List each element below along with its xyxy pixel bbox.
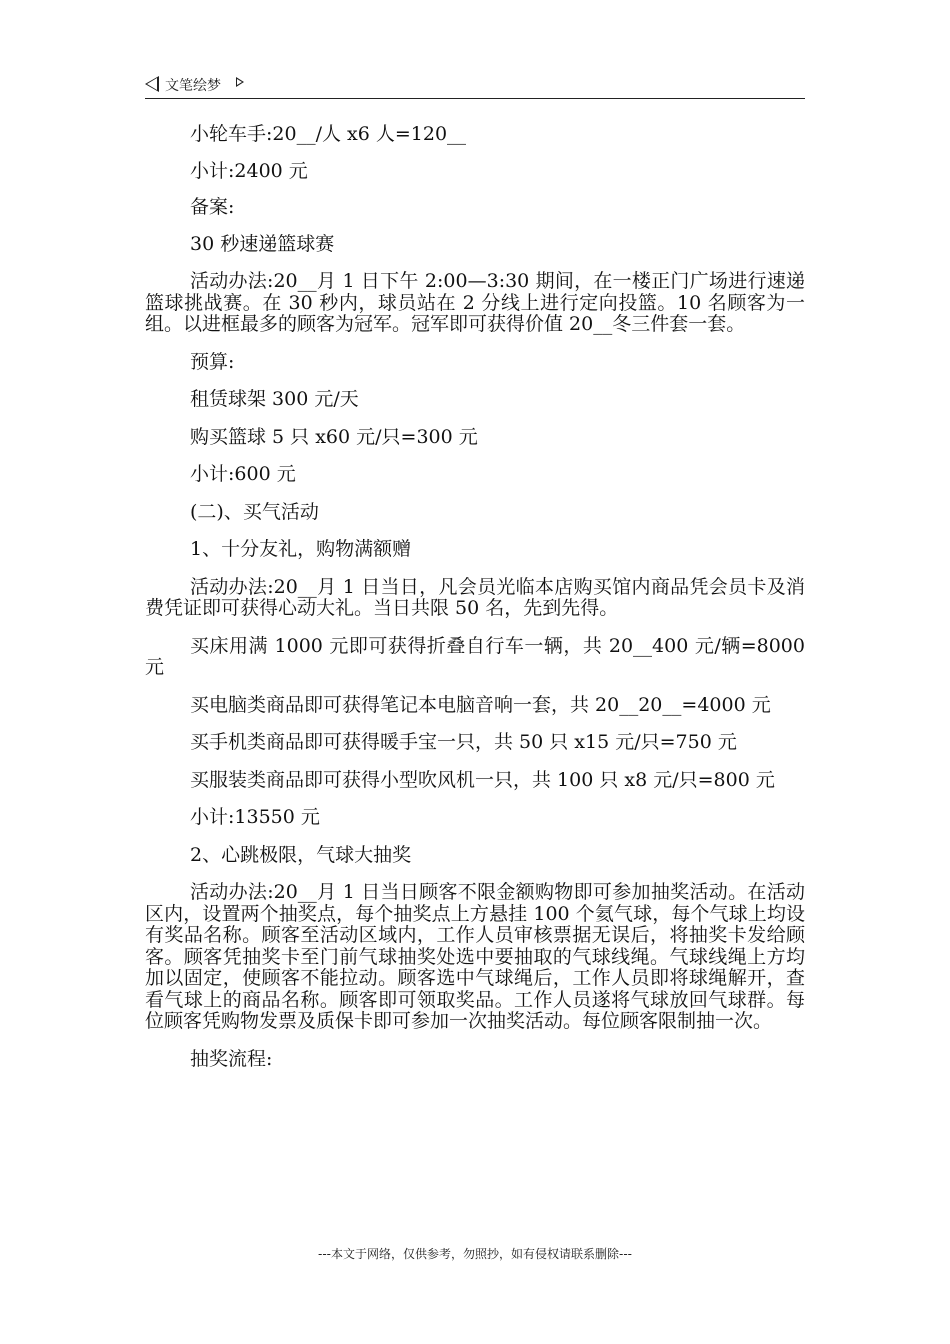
page-footer: ---本文于网络，仅供参考，勿照抄，如有侵权请联系删除--- (318, 1247, 632, 1261)
left-triangle-icon (145, 76, 159, 92)
page-header (145, 72, 805, 99)
section-title: 30 秒速递篮球赛 (190, 232, 335, 255)
right-triangle-icon (236, 77, 244, 87)
paragraph: 租赁球架 300 元/天 (190, 388, 359, 410)
paragraph: 小轮车手:20__/人 x6 人=120__ (190, 123, 467, 145)
paragraph: 小计:13550 元 (190, 806, 320, 828)
paragraph: 买服装类商品即可获得小型吹风机一只，共 100 只 x8 元/只=800 元 (190, 768, 775, 791)
paragraph: 活动办法:20__月 1 日当日，凡会员光临本店购买馆内商品凭会员卡及消费凭证即可获得心动大礼。当日共限 50 名，先到先得。 (145, 575, 805, 619)
section-title: 2、心跳极限，气球大抽奖 (190, 843, 412, 866)
paragraph: 预算: (190, 350, 235, 373)
paragraph: 买电脑类商品即可获得笔记本电脑音响一套，共 20__20__=4000 元 (190, 693, 771, 716)
paragraph: 活动办法:20__月 1 日下午 2:00—3:30 期间，在一楼正门广场进行速递篮球挑战赛。在 30 秒内，球员站在 2 分线上进行定向投篮。10 名顾客为一组。以进框最多的顾客为冠军。冠军即可获得价值 20__冬三件套一套。 (145, 270, 805, 335)
paragraph: 备案: (190, 196, 235, 218)
section-title: (二)、买气活动 (190, 500, 319, 523)
paragraph: 买床用满 1000 元即可获得折叠自行车一辆，共 20__400 元/辆=8000 元 (145, 634, 805, 678)
paragraph: 小计:600 元 (190, 463, 296, 485)
header-brand: 文笔绘梦 (165, 78, 221, 94)
section-title: 1、十分友礼，购物满额赠 (190, 538, 412, 560)
paragraph: 小计:2400 元 (190, 159, 308, 182)
paragraph: 活动办法:20__月 1 日当日顾客不限金额购物即可参加抽奖活动。在活动区内，设置两个抽奖点，每个抽奖点上方悬挂 100 个氦气球，每个气球上均设有奖品名称。顾客至活动区域内，工作人员审核票据无误后，将抽奖卡发给顾客。顾客凭抽奖卡至门前气球抽奖处选中要抽取的气球线绳。气球线绳上方均加以固定，使顾客不能拉动。顾客选中气球绳后，工作人员即将球绳解开，查看气球上的商品名称。顾客即可领取奖品。工作人员遂将气球放回气球群。每位顾客凭购物发票及质保卡即可参加一次抽奖活动。每位顾客限制抽一次。 (145, 881, 805, 1032)
paragraph: 买手机类商品即可获得暖手宝一只，共 50 只 x15 元/只=750 元 (190, 731, 737, 753)
document-body (145, 124, 805, 1086)
paragraph: 购买篮球 5 只 x60 元/只=300 元 (190, 425, 478, 448)
paragraph: 抽奖流程: (190, 1047, 273, 1070)
